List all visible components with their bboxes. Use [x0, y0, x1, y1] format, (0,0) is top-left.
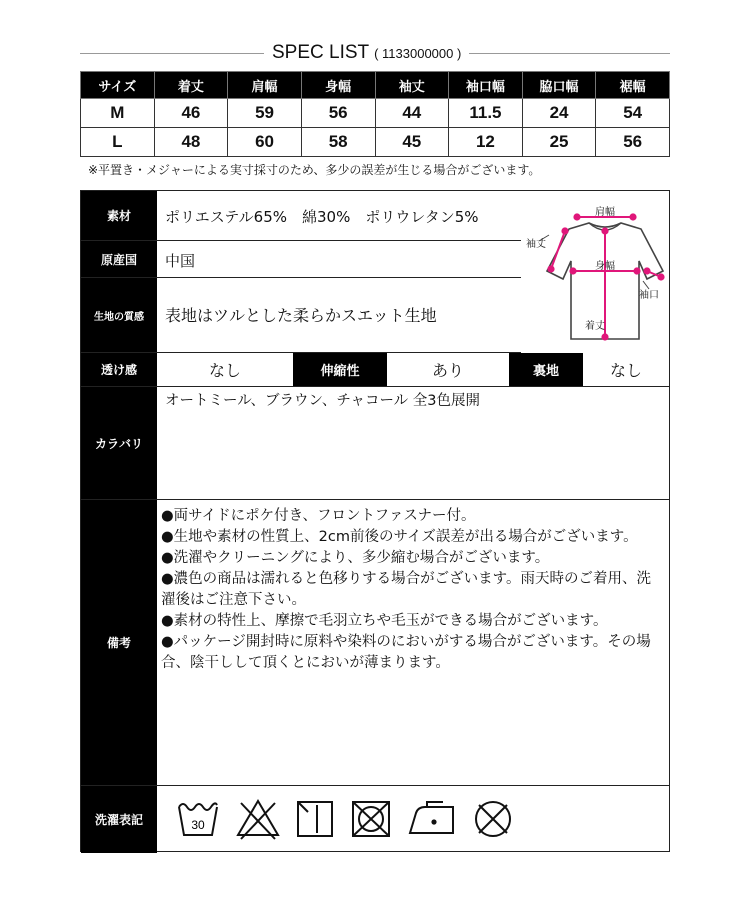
list-item: ●生地や素材の性質上、2cm前後のサイズ誤差が出る場合がございます。: [161, 529, 638, 545]
stretch-value: あり: [431, 361, 464, 380]
no-bleach-icon: [235, 797, 281, 841]
table-cell: 45: [375, 128, 449, 157]
color-row: [81, 387, 669, 500]
no-dry-clean-icon: [471, 797, 515, 841]
table-cell: M: [81, 99, 155, 128]
diagram-label-cuff: 袖口: [639, 290, 659, 301]
col-shoulder: 肩幅: [228, 72, 302, 99]
list-item: ●素材の特性上、摩擦で毛羽立ちや毛玉ができる場合がございます。: [161, 613, 608, 629]
no-tumble-dry-icon: [349, 797, 393, 841]
wash-temp: 30: [191, 818, 205, 832]
stretch-label: 伸縮性: [293, 353, 387, 386]
texture-row: [81, 278, 521, 353]
origin-value: 中国: [165, 252, 196, 270]
table-cell: 25: [522, 128, 596, 157]
size-table: [80, 71, 670, 157]
diagram-label-body-width: 身幅: [595, 261, 615, 272]
col-armhole: 脇口幅: [522, 72, 596, 99]
table-cell: 46: [154, 99, 228, 128]
origin-label: 原産国: [81, 241, 157, 277]
lining-label: 裏地: [509, 353, 583, 386]
size-table-header: [81, 72, 670, 99]
table-cell: L: [81, 128, 155, 157]
remarks-label: 備考: [81, 500, 157, 785]
line-dry-shade-icon: [295, 797, 335, 841]
col-body-width: 身幅: [301, 72, 375, 99]
material-value: ポリエステル65% 綿30% ポリウレタン5%: [165, 208, 479, 226]
garment-diagram: [521, 191, 669, 353]
table-cell: 56: [596, 128, 670, 157]
remarks-row: [81, 500, 669, 786]
table-cell: 44: [375, 99, 449, 128]
table-cell: 60: [228, 128, 302, 157]
table-cell: 58: [301, 128, 375, 157]
table-cell: 56: [301, 99, 375, 128]
diagram-label-sleeve: 袖丈: [526, 239, 546, 250]
table-cell: 48: [154, 128, 228, 157]
remarks-list: [161, 506, 661, 674]
table-row: [81, 99, 670, 128]
material-label: 素材: [81, 191, 157, 240]
texture-label: 生地の質感: [81, 278, 157, 352]
material-row: [81, 191, 521, 241]
col-size: サイズ: [81, 72, 155, 99]
color-value: オートミール、ブラウン、チャコール 全3色展開: [165, 393, 480, 409]
care-symbols: [175, 794, 515, 844]
wash-30-icon: [175, 797, 221, 841]
measurement-note: ※平置き・メジャーによる実寸採寸のため、多少の誤差が生じる場合がございます。: [88, 163, 541, 177]
table-cell: 59: [228, 99, 302, 128]
lining-value: なし: [609, 361, 642, 380]
diagram-label-shoulder: 肩幅: [595, 207, 615, 218]
list-item: ●パッケージ開封時に原料や染料のにおいがする場合がございます。その場合、陰干しして頂くとにおいが薄まります。: [161, 634, 651, 671]
diagram-label-length: 着丈: [585, 321, 605, 332]
col-sleeve: 袖丈: [375, 72, 449, 99]
transparency-label: 透け感: [81, 353, 157, 386]
list-item: ●両サイドにポケ付き、フロントファスナー付。: [161, 508, 476, 524]
iron-icon: [407, 797, 457, 841]
table-cell: 11.5: [449, 99, 523, 128]
spec-title: [264, 40, 469, 67]
spec-title-text: SPEC LIST: [272, 42, 369, 63]
list-item: ●洗濯やクリーニングにより、多少縮む場合がございます。: [161, 550, 550, 566]
table-row: [81, 128, 670, 157]
table-cell: 24: [522, 99, 596, 128]
care-label: 洗濯表記: [81, 786, 157, 853]
spec-header: [80, 40, 670, 66]
table-cell: 54: [596, 99, 670, 128]
table-cell: 12: [449, 128, 523, 157]
fabric-properties-row: [81, 353, 669, 387]
col-length: 着丈: [154, 72, 228, 99]
care-row: [81, 786, 669, 853]
col-cuff: 袖口幅: [449, 72, 523, 99]
list-item: ●濃色の商品は濡れると色移りする場合がございます。雨天時のご着用、洗濯後はご注意下さい。: [161, 571, 651, 608]
color-label: カラバリ: [81, 387, 157, 499]
origin-row: [81, 241, 521, 278]
product-code: ( 1133000000 ): [374, 46, 462, 61]
texture-value: 表地はツルとした柔らかスエット生地: [165, 306, 437, 325]
transparency-value: なし: [208, 361, 241, 380]
col-hem: 裾幅: [596, 72, 670, 99]
spec-panel: [80, 190, 670, 852]
